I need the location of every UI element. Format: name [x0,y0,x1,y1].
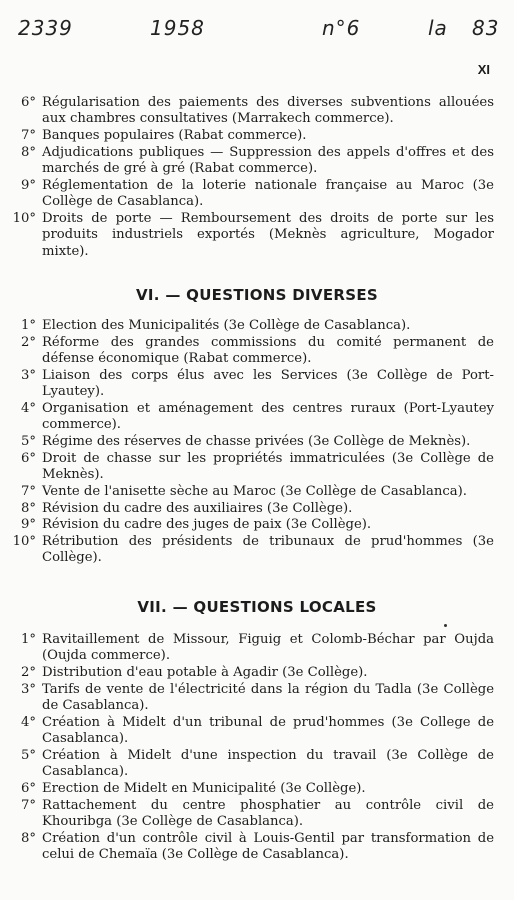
item-number: 7° [21,128,36,144]
item-text: Adjudications publiques — Suppression des appels d'offres et des marchés de gré à gré (Rabat commerce). [42,144,494,177]
item-number: 4° [21,400,36,416]
item-text: Ravitaillement de Missour, Figuig et Colomb-Béchar par Oujda (Oujda commerce). [42,632,494,664]
item-text: Création à Midelt d'un tribunal de prud'hommes (3e College de Casablanca). [42,714,494,747]
item-text: Droit de chasse sur les propriétés immatriculées (3e Collège de Meknès). [42,450,494,483]
section-heading-vii: VII. — QUESTIONS LOCALES [137,598,377,616]
list-item [12,682,494,715]
item-number: 4° [21,714,36,730]
item-text: Distribution d'eau potable à Agadir (3e Collège). [42,665,368,681]
item-text: Rétribution des présidents de tribunaux de prud'hommes (3e Collège). [42,533,494,566]
item-text: Droits de porte — Remboursement des droits de porte sur les produits industriels exportés (Meknès agriculture, Mogador mixte). [42,211,494,259]
list-item [12,368,494,401]
item-number: 3° [21,367,36,383]
item-text: Erection de Midelt en Municipalité (3e Collège). [42,781,366,797]
list-item [12,501,494,517]
item-number: 5° [21,434,36,450]
item-text: Création à Midelt d'une inspection du travail (3e Collège de Casablanca). [42,748,494,780]
item-number: 9° [21,517,36,533]
item-text: Election des Municipalités (3e Collège de Casablanca). [42,318,411,333]
item-number: 9° [21,177,36,193]
list-item [12,318,494,334]
list-item [12,665,494,681]
item-number: 2° [21,334,36,350]
item-number: 1° [21,318,36,333]
list-item [12,128,494,144]
item-number: 8° [21,500,36,516]
section-top-list [12,95,494,261]
page-number: XI [477,62,490,77]
handwritten-annotation: n°6 [322,16,361,40]
item-number: 3° [21,681,36,697]
item-number: 10° [12,211,36,227]
item-number: 1° [21,632,36,647]
item-text: Régime des réserves de chasse privées (3e Collège de Meknès). [42,434,471,450]
item-number: 8° [21,144,36,160]
item-text: Révision du cadre des auxiliaires (3e Collège). [42,500,353,516]
item-text: Banques populaires (Rabat commerce). [42,128,307,144]
item-number: 7° [21,797,36,813]
item-text: Révision du cadre des juges de paix (3e Collège). [42,517,372,533]
item-number: 5° [21,748,36,764]
item-number: 8° [21,830,36,846]
list-item [12,335,494,368]
handwritten-annotation: 2339 [18,16,73,40]
list-item [12,715,494,748]
list-item [12,401,494,434]
item-number: 6° [21,95,36,110]
list-item [12,484,494,500]
item-text: Réforme des grandes commissions du comité permanent de défense économique (Rabat commerce). [42,334,494,367]
item-text: Organisation et aménagement des centres ruraux (Port-Lyautey commerce). [42,400,494,433]
list-item [12,434,494,450]
item-number: 6° [21,450,36,466]
list-item [12,95,494,128]
item-number: 6° [21,781,36,797]
list-item [12,798,494,831]
item-number: 10° [12,533,36,549]
ink-speck [444,624,447,627]
item-number: 7° [21,483,36,499]
list-item [12,748,494,781]
list-item [12,451,494,484]
handwritten-annotation: la [428,16,448,40]
list-item [12,211,494,260]
section-vi-list [12,318,494,567]
section-heading-vi: VI. — QUESTIONS DIVERSES [136,286,378,304]
item-text: Tarifs de vente de l'électricité dans la région du Tadla (3e Collège de Casablanca). [42,681,494,714]
list-item [12,831,494,864]
list-item [12,517,494,533]
item-text: Création d'un contrôle civil à Louis-Gentil par transformation de celui de Chemaïa (3e Collège de Casablanca). [42,830,494,863]
item-text: Régularisation des paiements des diverses subventions allouées aux chambres consultatives (Marrakech commerce). [42,95,494,127]
list-item [12,534,494,567]
handwritten-annotation: 83 [472,16,500,40]
item-text: Réglementation de la loterie nationale française au Maroc (3e Collège de Casablanca). [42,177,494,210]
list-item [12,178,494,211]
item-text: Liaison des corps élus avec les Services (3e Collège de Port-Lyautey). [42,367,494,400]
list-item [12,632,494,665]
item-number: 2° [21,665,36,681]
list-item [12,781,494,797]
list-item [12,145,494,178]
item-text: Rattachement du centre phosphatier au contrôle civil de Khouribga (3e Collège de Casablanca). [42,797,494,830]
section-vii-list [12,632,494,864]
item-text: Vente de l'anisette sèche au Maroc (3e Collège de Casablanca). [42,483,467,499]
handwritten-annotation: 1958 [150,16,205,40]
